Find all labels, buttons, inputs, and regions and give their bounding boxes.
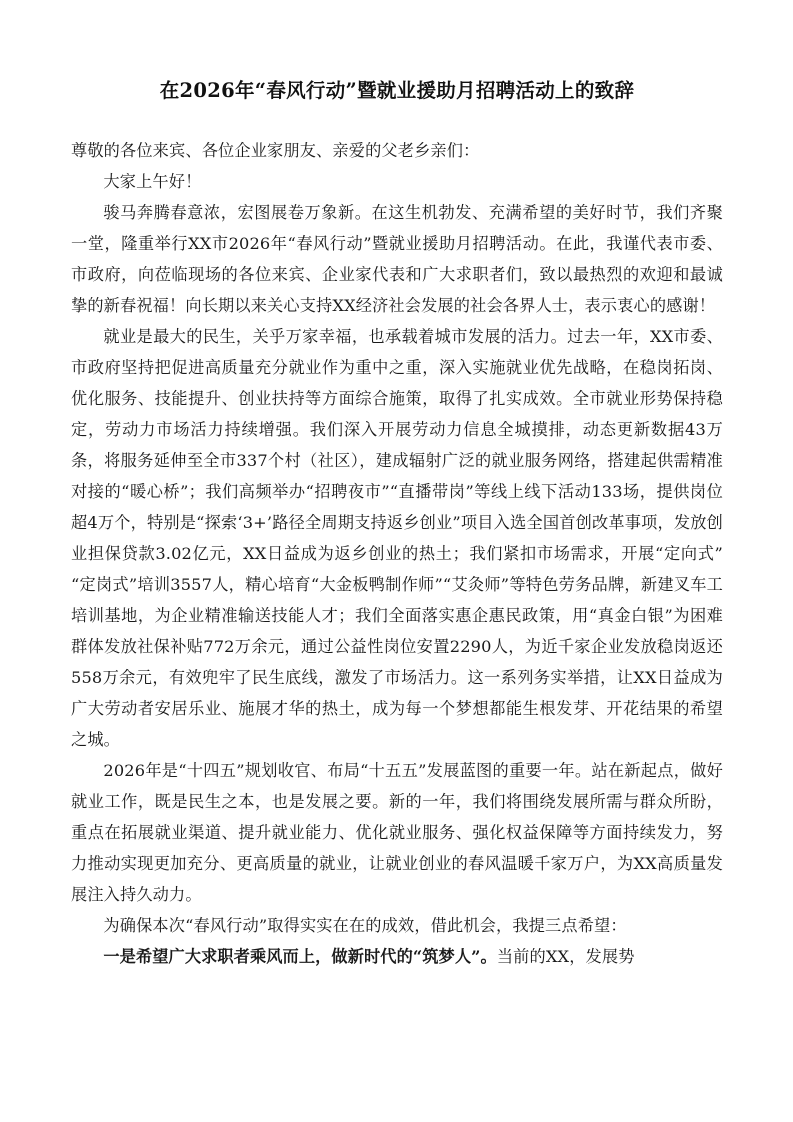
paragraph-greeting: 大家上午好！ [103,172,202,192]
page-title: 在2026年“春风行动”暨就业援助月招聘活动上的致辞 [159,79,635,102]
hope-one-bold-lead: 一是希望广大求职者乘风而上，做新时代的“筑梦人”。 [103,947,497,967]
paragraph-hope-one [71,941,723,972]
hope-one-continuation: 当前的XX，发展势 [496,947,635,967]
paragraph-past-year-review: 就业是最大的民生，关乎万家幸福，也承载着城市发展的活力。过去一年，XX市委、市政府坚持把促进高质量充分就业作为重中之重，深入实施就业优先战略，在稳岗拓岗、优化服务、技能提升、创业扶持等方面综合施策，取得了扎实成效。全市就业形势保持稳定，劳动力市场活力持续增强。我们深入开展劳动力信息全城摸排，动态更新数据43万条，将服务延伸至全市337个村（社区），建成辐射广泛的就业服务网络，搭建起供需精准对接的“暖心桥”；我们高频举办“招聘夜市”“直播带岗”等线上线下活动133场，提供岗位超4万个，特别是“探索‘3+’路径全周期支持返乡创业”项目入选全国首创改革事项，发放创业担保贷款3.02亿元，XX日益成为返乡创业的热土；我们紧扣市场需求，开展“定向式”“定岗式”培训3557人，精心培育“大金板鸭制作师”“艾灸师”等特色劳务品牌，新建叉车工培训基地，为企业精准输送技能人才；我们全面落实惠企惠民政策，用“真金白银”为困难群体发放社保补贴772万余元，通过公益性岗位安置2290人，为近千家企业发放稳岗返还558万余元，有效兜牢了民生底线，激发了市场活力。这一系列务实举措，让XX日益成为广大劳动者安居乐业、施展才华的热土，成为每一个梦想都能生根发芽、开花结果的希望之城。 [71,327,723,750]
document-content [71,0,723,972]
paragraph-new-year-outlook: 2026年是“十四五”规划收官、布局“十五五”发展蓝图的重要一年。站在新起点，做好就业工作，既是民生之本，也是发展之要。新的一年，我们将围绕发展所需与群众所盼，重点在拓展就业渠道、提升就业能力、优化就业服务、强化权益保障等方面持续发力，努力推动实现更加充分、更高质量的就业，让就业创业的春风温暖千家万户，为XX高质量发展注入持久动力。 [71,761,723,905]
paragraph-opening-welcome: 骏马奔腾春意浓，宏图展卷万象新。在这生机勃发、充满希望的美好时节，我们齐聚一堂，隆重举行XX市2026年“春风行动”暨就业援助月招聘活动。在此，我谨代表市委、市政府，向莅临现场的各位来宾、企业家代表和广大求职者们，致以最热烈的欢迎和最诚挚的新春祝福！向长期以来关心支持XX经济社会发展的社会各界人士，表示衷心的感谢！ [71,203,723,316]
salutation-line: 尊敬的各位来宾、各位企业家朋友、亲爱的父老乡亲们： [71,141,480,161]
paragraph-three-hopes-intro: 为确保本次“春风行动”取得实实在在的成效，借此机会，我提三点希望： [103,916,627,936]
